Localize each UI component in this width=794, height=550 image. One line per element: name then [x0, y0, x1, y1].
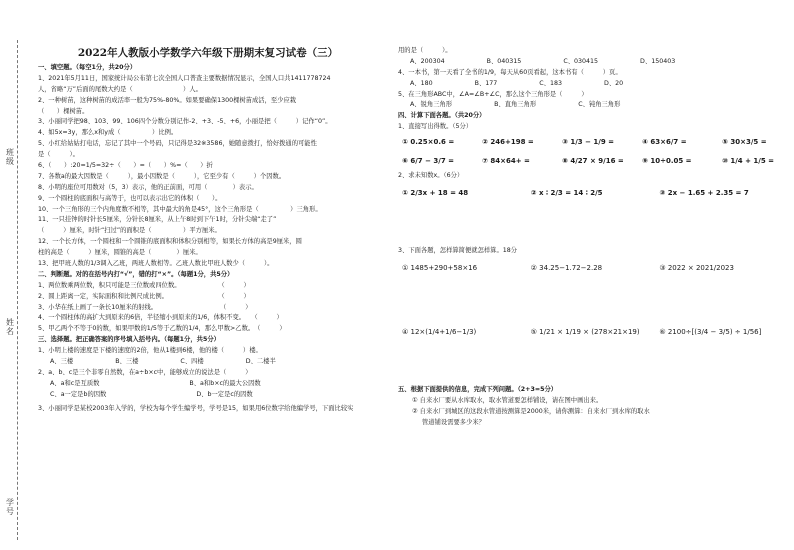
calc-item: ① 1485+290+58×16: [402, 263, 478, 272]
section-heading: 四、计算下面各题。（共20分）: [398, 112, 486, 120]
calc-item: ⑧ 4/27 × 9/16 =: [562, 157, 624, 166]
choice-option[interactable]: A、a和c是互质数: [50, 379, 100, 387]
calc-item: ② 34.25−1.72−2.28: [530, 263, 603, 272]
question-line: 11、一只挂钟的时针长5厘米，分针长8厘米，从上午8时到下午1时，分针尖端“走了”: [38, 216, 277, 224]
choice-option[interactable]: B、177: [474, 79, 498, 87]
choice-option[interactable]: D、20: [603, 79, 624, 87]
question-line: 2、a、b、c是三个非零自然数，在a÷b×c中，能够成立的说法是（ ）: [38, 368, 252, 376]
name-label: 姓名: [6, 318, 14, 336]
right-column: [398, 46, 788, 428]
question-line: 管道铺设需要多少米？: [422, 418, 485, 426]
question-line: 2、一种树苗，这种树苗的成活率一般为75%-80%。如果要确保1300棵树苗成活，至少应栽: [38, 96, 297, 104]
question-line: 10、一个三角形的三个内角度数不相等，其中最大的角是45°，这个三角形是（ ）三角形。: [38, 205, 322, 213]
q2-choices-row1: [38, 379, 378, 390]
binding-cut-line: [17, 40, 18, 540]
calc-item: ⑩ 1/4 + 1/5 =: [722, 157, 775, 166]
choice-option[interactable]: B、040315: [486, 57, 522, 65]
equation-item: ② x ∶ 2/3 = 14 ∶ 2/5: [530, 189, 603, 198]
question-line: 1、2021年5月11日，国家统计局公布第七次全国人口普查主要数据情况显示，全国人口共1411778724: [38, 74, 331, 82]
question-line: 3、小丽同学把98、103、99、106四个分数分别记作-2、+3、-5、+6，小丽是把（ ）记作“0”。: [38, 118, 332, 126]
choice-option[interactable]: A、三楼: [50, 358, 74, 366]
choice-option[interactable]: D、二楼半: [245, 358, 276, 366]
choice-option[interactable]: B、三楼: [115, 358, 139, 366]
calc-item: ⑥ 6/7 − 3/7 =: [402, 157, 455, 166]
question-line: （ ）棵树苗。: [38, 107, 89, 115]
choice-option[interactable]: C、030415: [563, 57, 599, 65]
choice-option[interactable]: D、b一定是c的因数: [196, 390, 253, 398]
simplify-row: [398, 321, 788, 343]
calc-item: ⑤ 1/21 × 1/19 × (278×21×19): [530, 327, 640, 336]
question-line: 6、（ ）:20=1/5=32÷（ ）=（ ）%=（ ）折: [38, 162, 213, 170]
choice-option[interactable]: A、180: [410, 79, 433, 87]
subsection-heading: 2、求未知数x。（6分）: [398, 172, 464, 180]
calc-item: ⑤ 30×3/5 =: [722, 138, 767, 147]
calc-item: ③ 1/3 − 1/9 =: [562, 138, 615, 147]
choice-option[interactable]: C、a一定是b的因数: [50, 390, 107, 398]
question-line: 13、把甲班人数的1/3调入乙班，两班人数相等。乙班人数比甲班人数少（ ）。: [38, 260, 274, 268]
question-line: 4、一本书，第一天看了全书的1/9，每天从60页看起，这本书有（ ）页。: [398, 68, 622, 76]
answer-space[interactable]: [398, 343, 788, 385]
q2-choices-row2: [38, 390, 378, 401]
choice-option[interactable]: C、四楼: [180, 358, 204, 366]
calc-item: ② 246+198 =: [482, 138, 534, 147]
question-line: 1、小明上楼的速度是下楼的速度的2倍，他从1楼到6楼，他的楼（ ）楼。: [38, 347, 262, 355]
question-line: 3、小华在纸上画了一条长10厘米的射线。 （ ）: [38, 303, 252, 311]
question-line: 1、两位数乘两位数，积只可能是三位数或四位数。 （ ）: [38, 281, 250, 289]
question-line: 3、小丽同学是某校2003年入学的，学校为每个学生编学号，学号是15，如果用6位数字给他编学号，下面比较实: [38, 404, 354, 412]
choice-option[interactable]: B、直角三角形: [494, 101, 537, 109]
calc-item: ③ 2022 × 2021/2023: [659, 263, 734, 272]
question-line: ① 自来水厂要从水库取水，取水管道要怎样铺设，请在图中画出来。: [412, 396, 603, 404]
direct-calc-row: [398, 133, 788, 152]
binding-margin: [0, 40, 34, 540]
q4-choices: [398, 79, 788, 90]
class-label: 班级: [6, 148, 14, 166]
question-line: 5、小红给姑姑打电话，忘记了其中一个号码，只记得是32※3586，她随意拨打，恰好拨通的可能性: [38, 140, 317, 148]
left-column: [38, 46, 378, 415]
question-line: 人，省略“万”后面的尾数大约是（ ）人。: [38, 85, 202, 93]
choice-option[interactable]: C、183: [539, 79, 562, 87]
question-line: 用的是（ ）。: [398, 47, 452, 54]
calc-item: ⑥ 2100÷[(3/4 − 3/5) ÷ 1/56]: [659, 327, 762, 336]
left-question-lines: [38, 63, 378, 357]
calc-item: ④ 63×6/7 =: [642, 138, 687, 147]
question-line: 是（ ）。: [38, 151, 79, 159]
answer-space[interactable]: [398, 279, 788, 321]
question-line: 4、如5x=3y，那么x和y成（ ）比例。: [38, 129, 178, 137]
calc-item: ① 0.25×0.6 =: [402, 138, 455, 147]
section-heading: 三、选择题。把正确答案的序号填入括号内。（每题1分，共5分）: [38, 336, 220, 344]
choice-option[interactable]: D、150403: [640, 57, 676, 65]
calc-item: ⑨ 10÷0.05 =: [642, 157, 692, 166]
choice-option[interactable]: A、锐角三角形: [410, 101, 453, 109]
student-id-label: 学号: [6, 498, 14, 516]
q1-choices: [38, 357, 378, 368]
question-line: 7、各数a的最大因数是（ ），最小因数是（ ），它至少有（ ）个因数。: [38, 172, 286, 180]
simplify-row: [398, 257, 788, 279]
answer-space[interactable]: [398, 204, 788, 246]
question-line: 12、一个长方体，一个圆柱和一个圆锥的底面积和体积分别相等，如果长方体的高是9厘米，圆: [38, 238, 302, 246]
question-line: 5、在三角形ABC中，∠A=∠B+∠C，那么这个三角形是（ ）: [398, 90, 588, 98]
question-line: （ ）厘米，时针“扫过”的面积是（ ）平方厘米。: [38, 227, 221, 235]
section-heading: 一、填空题。（每空1分，共20分）: [38, 64, 137, 71]
question-line: 4、一个圆柱体的高扩大到原来的6倍，半径缩小到原来的1/6，体积不变。 （ ）: [38, 314, 283, 322]
question-line: 5、甲乙两个不等于0的数，如果甲数的1/5等于乙数的1/4，那么甲数>乙数。 （ ）: [38, 325, 286, 333]
question-line: 2、圆上距离一定，实际面积和比例尺成比例。 （ ）: [38, 292, 250, 300]
q5-choices: [398, 100, 788, 111]
equation-item: ③ 2x − 1.65 + 2.35 = 7: [659, 189, 749, 198]
direct-calc-row: [398, 152, 788, 171]
calc-item: ⑦ 84×64+ =: [482, 157, 530, 166]
section-heading: 二、判断题。对的在括号内打“√”，错的打“×”。（每题1分，共5分）: [38, 270, 234, 278]
exam-title: 2022年人教版小学数学六年级下册期末复习试卷（三）: [77, 47, 339, 59]
question-line: 9、一个圆柱的底面积与高等于，也可以表示出它的体积（ ）。: [38, 194, 222, 202]
section-heading: 五、根据下面提供的信息，完成下列问题。（2+3=5分）: [398, 385, 558, 393]
question-line: 8、小明的座位可用数对（5，3）表示，他的正前面，可用（ ）表示。: [38, 183, 258, 191]
solve-row: [398, 182, 788, 204]
subsection-heading: 1、直接写出得数。（5分）: [398, 123, 473, 131]
choice-option[interactable]: B、a和b×c的最大公因数: [189, 379, 261, 387]
question-line: 柱的高是（ ）厘米，圆锥的高是（ ）厘米。: [38, 249, 202, 257]
calc-item: ④ 12×(1/4+1/6−1/3): [402, 327, 477, 336]
choice-option[interactable]: A、200304: [410, 57, 445, 65]
question-line: ② 自来水厂到城区的这段水管道按测算是2000米，请你测算：自来水厂到水库的取水: [412, 407, 650, 415]
subsection-heading: 3、下面各题，怎样算简便就怎样算。18分: [398, 247, 518, 255]
q3-choices: [398, 57, 788, 68]
choice-option[interactable]: C、钝角三角形: [578, 101, 621, 109]
equation-item: ① 2/3x + 18 = 48: [402, 189, 469, 198]
